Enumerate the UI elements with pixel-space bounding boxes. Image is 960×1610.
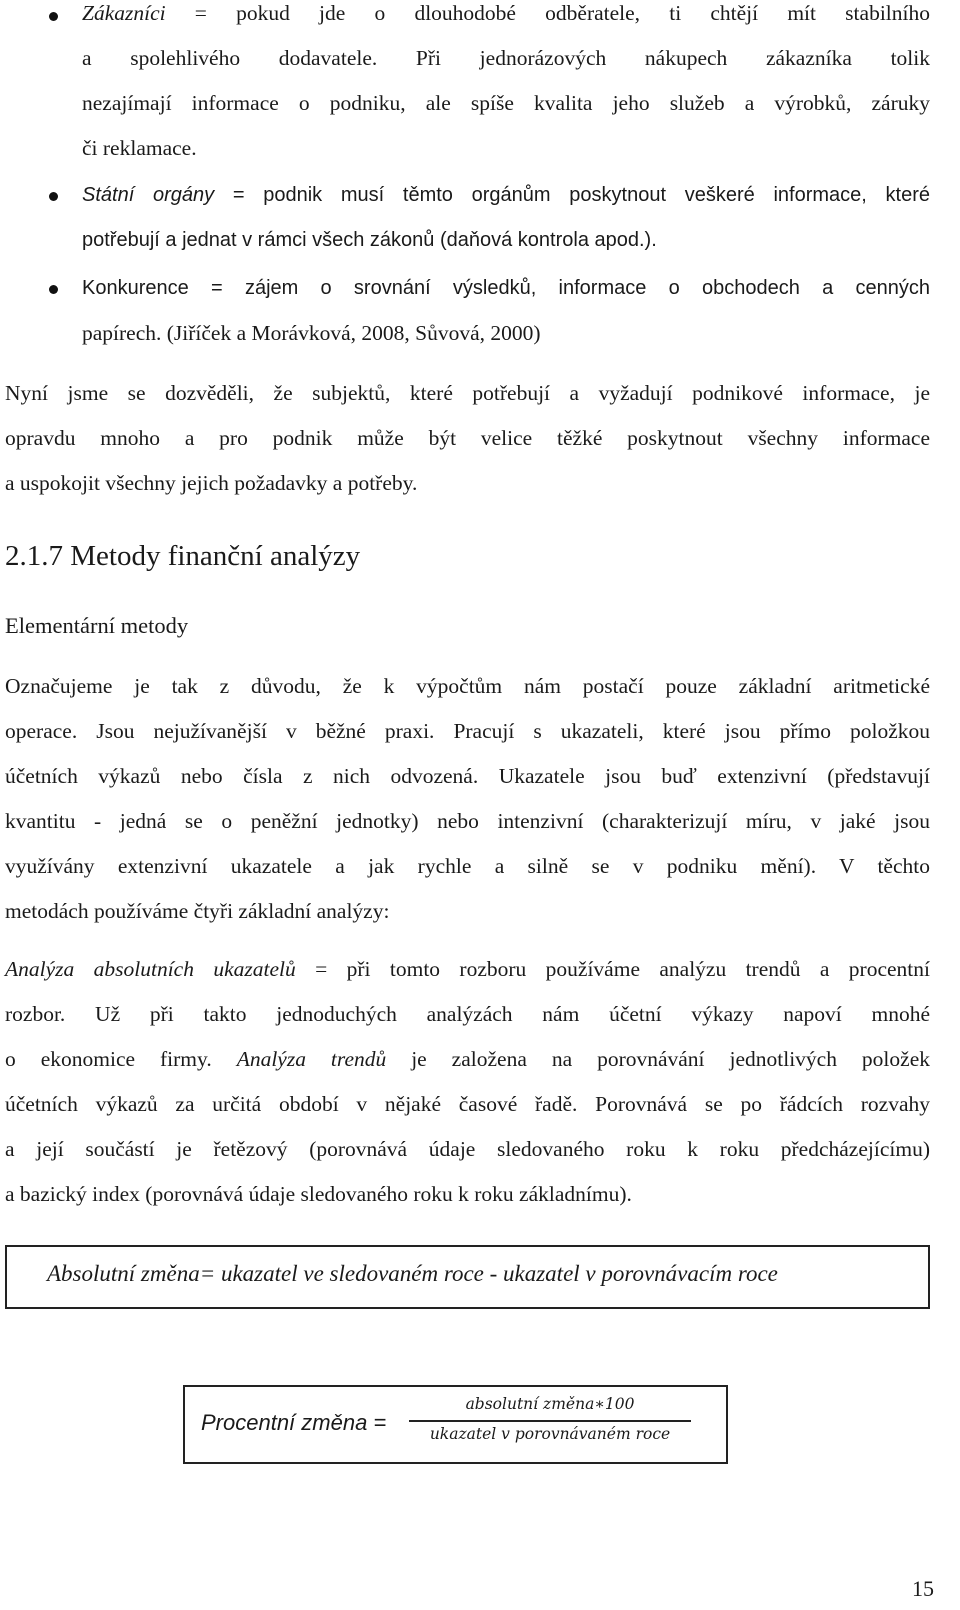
paragraph-line: využívány extenzivní ukazatele a jak rychle a silně se v podniku mění). V těchto — [5, 854, 930, 878]
bullet-line: papírech. (Jiříček a Morávková, 2008, Sůvová, 2000) — [82, 321, 541, 345]
bullet-icon — [49, 285, 58, 294]
formula-absolute: Absolutní změna= ukazatel ve sledovaném roce - ukazatel v porovnávacím roce — [47, 1261, 778, 1286]
page-number: 15 — [912, 1576, 934, 1601]
subheading: Elementární metody — [5, 613, 189, 638]
term-trend-analysis: Analýza trendů — [236, 1047, 387, 1071]
bullet-text: = podnik musí těmto orgánům poskytnout veškeré informace, které — [214, 184, 930, 206]
bullet-line: či reklamace. — [82, 136, 197, 160]
paragraph-line: a bazický index (porovnává údaje sledovaného roku k roku základnímu). — [5, 1182, 632, 1206]
bullet-line: a spolehlivého dodavatele. Při jednorázových nákupech zákazníka tolik — [82, 46, 930, 70]
bullet-line — [82, 0, 930, 28]
paragraph-line: metodách používáme čtyři základní analýzy: — [5, 899, 390, 923]
fraction-bar — [409, 1420, 691, 1422]
formula-percent-box — [183, 1385, 728, 1464]
bullet-term: Zákazníci — [82, 1, 166, 25]
paragraph-line: kvantitu - jedná se o peněžní jednotky) nebo intenzivní (charakterizují míru, v jaké jsou — [5, 809, 930, 833]
bullet-line: potřebují a jednat v rámci všech zákonů (daňová kontrola apod.). — [82, 229, 657, 251]
bullet-icon — [49, 12, 58, 21]
paragraph-line: Označujeme je tak z důvodu, že k výpočtům nám postačí pouze základní aritmetické — [5, 674, 930, 698]
formula-denominator: ukazatel v porovnávaném roce — [429, 1425, 671, 1443]
bullet-line — [82, 180, 930, 210]
bullet-line: Konkurence = zájem o srovnání výsledků, informace o obchodech a cenných — [82, 277, 930, 299]
formula-percent-label: Procentní změna = — [201, 1410, 387, 1435]
paragraph-line — [5, 1044, 930, 1074]
bullet-term: Státní orgány — [82, 184, 215, 206]
paragraph-line: operace. Jsou nejužívanější v běžné praxi. Pracují s ukazateli, které jsou přímo položkou — [5, 719, 930, 743]
paragraph-line: rozbor. Už při takto jednoduchých analýzách nám účetní výkazy napoví mnohé — [5, 1002, 930, 1026]
paragraph-text: je založena na porovnávání jednotlivých položek — [386, 1047, 930, 1071]
paragraph-line: opravdu mnoho a pro podnik může být velice těžké poskytnout všechny informace — [5, 426, 930, 450]
paragraph-line: účetních výkazů za určitá období v nějaké časové řadě. Porovnává se po řádcích rozvahy — [5, 1092, 930, 1116]
paragraph-line — [5, 954, 930, 984]
bullet-line: nezajímají informace o podniku, ale spíše kvalita jeho služeb a výrobků, záruky — [82, 91, 930, 115]
section-heading: 2.1.7 Metody finanční analýzy — [5, 540, 361, 572]
paragraph-text: = při tomto rozboru používáme analýzu trendů a procentní — [295, 957, 930, 981]
bullet-icon — [49, 192, 58, 201]
paragraph-line: účetních výkazů nebo čísla z nich odvozená. Ukazatele jsou buď extenzivní (představují — [5, 764, 930, 788]
paragraph-text: o ekonomice firmy. — [5, 1047, 237, 1071]
paragraph-line: Nyní jsme se dozvěděli, že subjektů, které potřebují a vyžadují podnikové informace, je — [5, 381, 930, 405]
paragraph-line: a uspokojit všechny jejich požadavky a potřeby. — [5, 471, 418, 495]
formula-numerator: absolutní změna∗100 — [465, 1395, 635, 1413]
term-absolute-analysis: Analýza absolutních ukazatelů — [5, 957, 296, 981]
formula-absolute-box — [5, 1245, 930, 1309]
paragraph-line: a její součástí je řetězový (porovnává údaje sledovaného roku k roku předcházejícímu) — [5, 1137, 930, 1161]
bullet-text: = pokud jde o dlouhodobé odběratele, ti chtějí mít stabilního — [165, 1, 930, 25]
